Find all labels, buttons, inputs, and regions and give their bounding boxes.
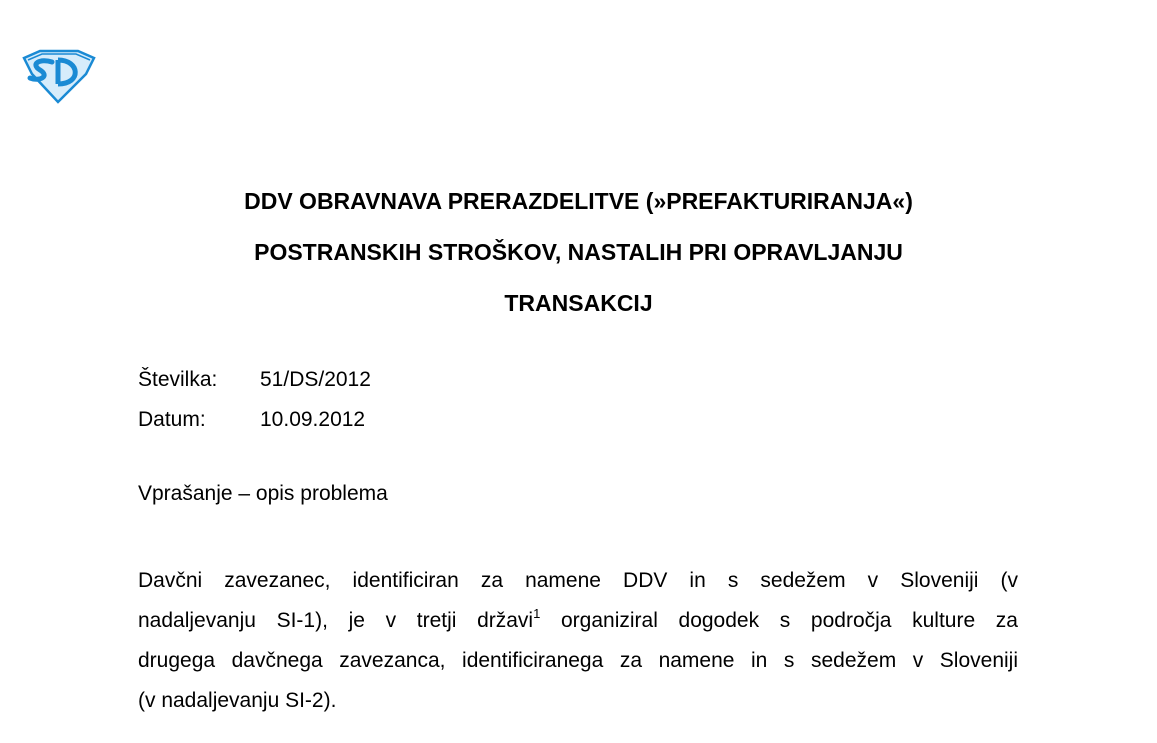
document-meta <box>138 360 371 440</box>
date-value: 10.09.2012 <box>260 408 366 431</box>
company-logo <box>22 48 96 104</box>
paragraph-line-1: Davčni zavezanec, identificiran za namene DDV in s sedežem v Sloveniji (v <box>138 569 1018 592</box>
section-heading: Vprašanje – opis problema <box>138 482 388 505</box>
number-label: Številka: <box>138 368 218 391</box>
paragraph-line-2 <box>138 601 1018 641</box>
title-line-1: DDV OBRAVNAVA PRERAZDELITVE (»PREFAKTURIRANJA«) <box>244 188 913 214</box>
number-row <box>138 360 371 400</box>
paragraph-line-2-start: nadaljevanju SI-1), je v tretji državi <box>138 609 534 632</box>
title-line-3: TRANSAKCIJ <box>504 290 653 316</box>
title-line-2: POSTRANSKIH STROŠKOV, NASTALIH PRI OPRAVLJANJU <box>254 239 903 265</box>
paragraph-line-2-end: organiziral dogodek s področja kulture za <box>540 609 1018 632</box>
date-row <box>138 400 371 440</box>
paragraph-line-4: (v nadaljevanju SI-2). <box>138 689 337 712</box>
document-title <box>0 176 1157 329</box>
paragraph-line-3: drugega davčnega zavezanca, identificiranega za namene in s sedežem v Sloveniji <box>138 649 1018 672</box>
number-value: 51/DS/2012 <box>260 368 371 391</box>
footnote-marker[interactable]: 1 <box>533 606 541 621</box>
company-logo-icon <box>22 48 96 104</box>
date-label: Datum: <box>138 408 206 431</box>
body-paragraph <box>138 561 1018 721</box>
